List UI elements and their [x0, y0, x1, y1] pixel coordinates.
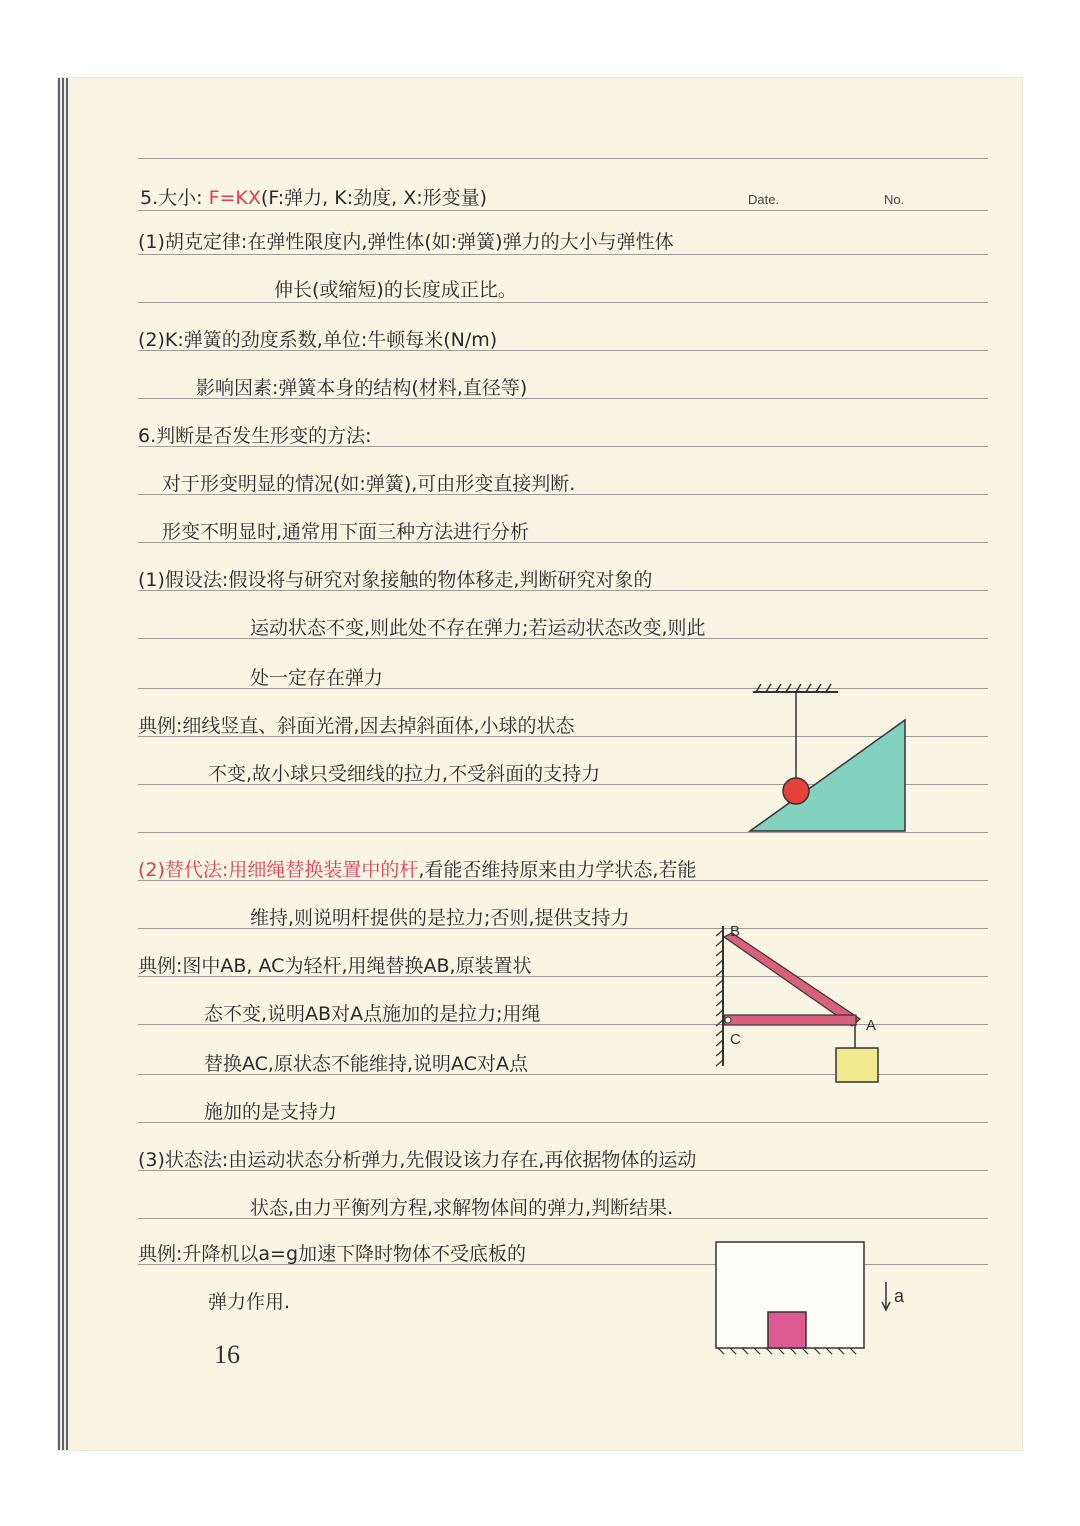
label-a: A	[866, 1017, 877, 1034]
accel-label: a	[894, 1286, 905, 1306]
box-object	[768, 1312, 806, 1348]
line-factors: 影响因素:弹簧本身的结构(材料,直径等)	[196, 377, 528, 399]
label-c: C	[730, 1031, 741, 1048]
hanging-weight	[836, 1048, 878, 1082]
figure-elevator	[708, 1240, 928, 1360]
no-label: No.	[884, 192, 905, 207]
ball	[783, 778, 809, 804]
line-state-method-cont: 状态,由力平衡列方程,求解物体间的弹力,判断结果.	[250, 1197, 674, 1219]
substitution-highlight: (2)替代法:用细绳替换装置中的杆	[138, 859, 419, 881]
notebook-page	[58, 78, 1022, 1450]
incline-block	[750, 720, 905, 831]
rod-ab	[724, 933, 860, 1026]
floor-hatch	[718, 1348, 856, 1354]
hinge-c	[725, 1017, 731, 1023]
label-b: B	[730, 923, 741, 940]
line-methods-heading: 6.判断是否发生形变的方法:	[138, 425, 372, 447]
date-label: Date.	[748, 192, 780, 207]
line-stiffness: (2)K:弹簧的劲度系数,单位:牛顿每米(N/m)	[138, 329, 498, 351]
ceiling-hatch	[756, 684, 831, 692]
line-example-2-cont: 态不变,说明AB对A点施加的是拉力;用绳	[204, 1003, 541, 1025]
line-state-method: (3)状态法:由运动状态分析弹力,先假设该力存在,再依据物体的运动	[138, 1149, 697, 1171]
ruled-line	[138, 302, 988, 303]
line-assumption-cont: 运动状态不变,则此处不存在弹力;若运动状态改变,则此	[250, 617, 706, 639]
ruled-line	[138, 210, 988, 211]
line-three-methods: 形变不明显时,通常用下面三种方法进行分析	[162, 521, 530, 543]
line-example-2-cont2: 替换AC,原状态不能维持,说明AC对A点	[204, 1053, 528, 1075]
binding-edge	[58, 78, 70, 1450]
line-obvious-deformation: 对于形变明显的情况(如:弹簧),可由形变直接判断.	[162, 473, 576, 495]
line-assumption-cont2: 处一定存在弹力	[250, 667, 384, 689]
hooke-formula: F=KX	[208, 187, 261, 209]
line-example-2: 典例:图中AB, AC为轻杆,用绳替换AB,原装置状	[138, 955, 532, 977]
figure-rod-bracket	[708, 924, 908, 1094]
wall-hatch	[716, 930, 723, 1066]
line-example-1-cont: 不变,故小球只受细线的拉力,不受斜面的支持力	[208, 763, 601, 785]
ruled-line	[138, 158, 988, 159]
line-substitution-cont: 维持,则说明杆提供的是拉力;否则,提供支持力	[250, 907, 630, 929]
line-example-3-cont: 弹力作用.	[208, 1291, 291, 1313]
line-size-formula	[140, 186, 487, 210]
page-number: 16	[214, 1340, 240, 1369]
formula-legend: (F:弹力, K:劲度, X:形变量)	[260, 187, 488, 209]
ruled-line	[138, 254, 988, 255]
line-hooke-law: (1)胡克定律:在弹性限度内,弹性体(如:弹簧)弹力的大小与弹性体	[138, 231, 674, 253]
rod-ac	[724, 1015, 856, 1025]
line-substitution-method: (2)替代法:用细绳替换装置中的杆,看能否维持原来由力学状态,若能	[138, 859, 697, 881]
line-assumption-method: (1)假设法:假设将与研究对象接触的物体移走,判断研究对象的	[138, 569, 653, 591]
figure-ball-incline	[738, 684, 938, 834]
line-example-1: 典例:细线竖直、斜面光滑,因去掉斜面体,小球的状态	[138, 715, 575, 737]
line-example-3: 典例:升降机以a=g加速下降时物体不受底板的	[138, 1243, 527, 1265]
size-heading: 5.大小:	[140, 187, 209, 209]
line-example-2-cont3: 施加的是支持力	[204, 1101, 338, 1123]
line-hooke-law-cont: 伸长(或缩短)的长度成正比。	[274, 279, 517, 301]
